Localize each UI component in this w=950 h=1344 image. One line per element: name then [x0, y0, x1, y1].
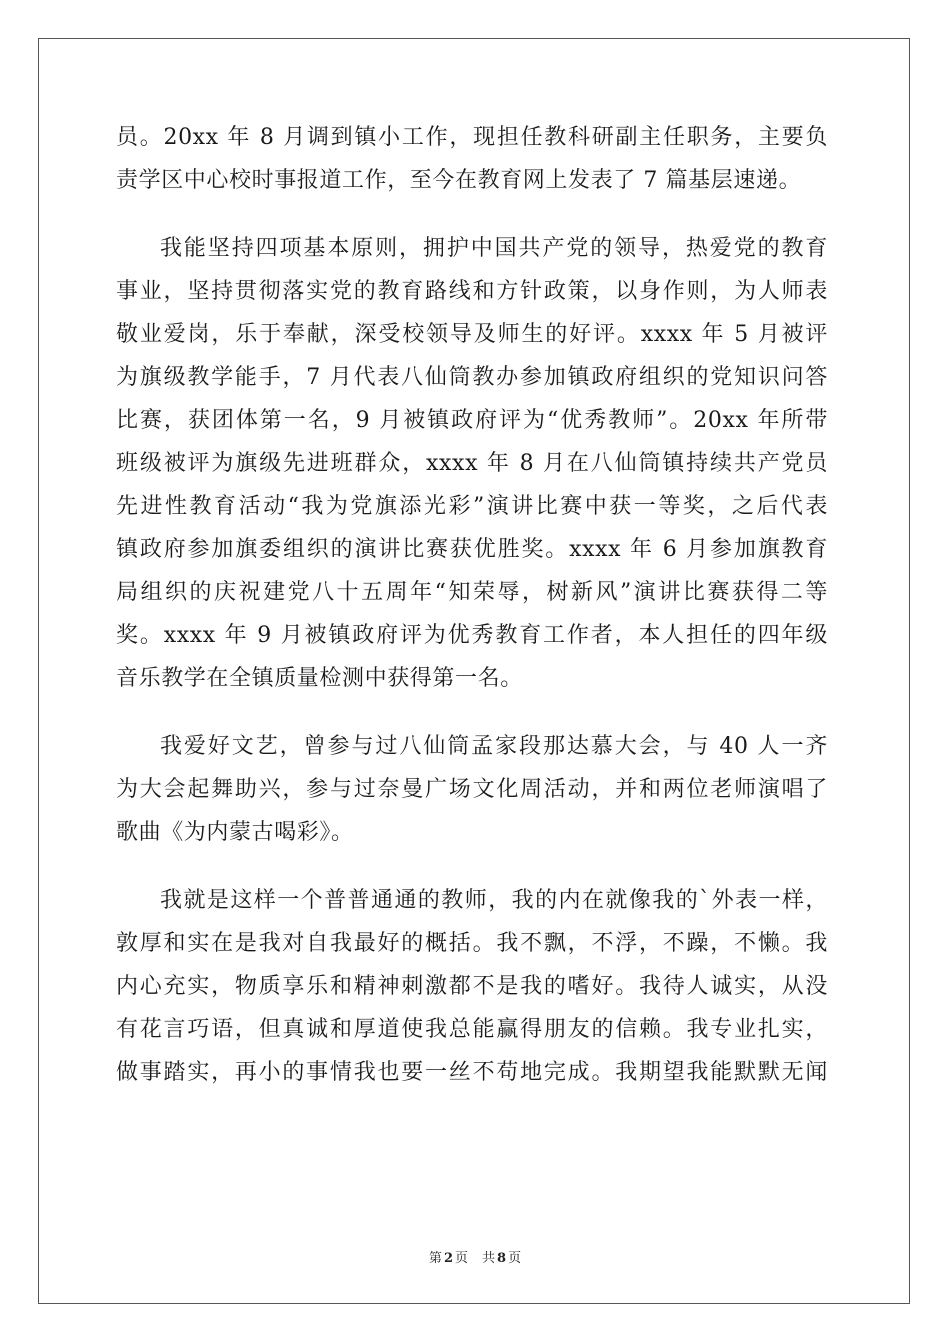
text-line: 奖。xxxx 年 9 月被镇政府评为优秀教育工作者，本人担任的四年级 — [116, 623, 828, 648]
text-line: 内心充实，物质享乐和精神刺激都不是我的嗜好。我待人诚实，从没 — [116, 974, 828, 999]
text-line: 音乐教学在全镇质量检测中获得第一名。 — [116, 666, 523, 691]
page-prefix: 第 — [428, 1251, 442, 1266]
text-line: 事业，坚持贯彻落实党的教育路线和方针政策，以身作则，为人师表 — [116, 279, 828, 304]
text-line: 班级被评为旗级先进班群众，xxxx 年 8 月在八仙筒镇持续共产党员 — [116, 451, 828, 476]
text-line: 歌曲《为内蒙古喝彩》。 — [116, 820, 354, 845]
total-prefix: 共 — [482, 1251, 496, 1266]
text-line: 比赛，获团体第一名，9 月被镇政府评为“优秀教师”。20xx 年所带 — [116, 408, 828, 433]
page-unit: 页 — [454, 1251, 468, 1266]
paragraph-first-line: 我爱好文艺，曾参与过八仙筒孟家段那达慕大会，与 40 人一齐 — [160, 734, 828, 759]
paragraph-first-line: 我能坚持四项基本原则，拥护中国共产党的领导，热爱党的教育 — [160, 236, 828, 261]
text-line: 做事踏实，再小的事情我也要一丝不苟地完成。我期望我能默默无闻 — [116, 1060, 828, 1085]
text-line: 为大会起舞助兴，参与过奈曼广场文化周活动，并和两位老师演唱了 — [116, 777, 828, 802]
page-footer — [0, 1247, 950, 1266]
text-line: 员。20xx 年 8 月调到镇小工作，现担任教科研副主任职务，主要负 — [116, 125, 828, 150]
total-unit: 页 — [508, 1251, 522, 1266]
text-line: 有花言巧语，但真诚和厚道使我总能赢得朋友的信赖。我专业扎实， — [116, 1017, 828, 1042]
text-line: 责学区中心校时事报道工作，至今在教育网上发表了 7 篇基层速递。 — [116, 168, 802, 193]
total-pages-number: 8 — [497, 1251, 507, 1266]
text-line: 先进性教育活动“我为党旗添光彩”演讲比赛中获一等奖，之后代表 — [116, 494, 828, 519]
current-page-number: 2 — [443, 1251, 453, 1266]
text-line: 镇政府参加旗委组织的演讲比赛获优胜奖。xxxx 年 6 月参加旗教育 — [116, 537, 828, 562]
text-line: 为旗级教学能手，7 月代表八仙筒教办参加镇政府组织的党知识问答 — [116, 365, 828, 390]
text-line: 敦厚和实在是我对自我最好的概括。我不飘，不浮，不躁，不懒。我 — [116, 931, 828, 956]
text-line: 敬业爱岗，乐于奉献，深受校领导及师生的好评。xxxx 年 5 月被评 — [116, 322, 828, 347]
text-line: 局组织的庆祝建党八十五周年“知荣辱，树新风”演讲比赛获得二等 — [116, 580, 828, 605]
paragraph-first-line: 我就是这样一个普普通通的教师，我的内在就像我的`外表一样， — [160, 888, 828, 913]
